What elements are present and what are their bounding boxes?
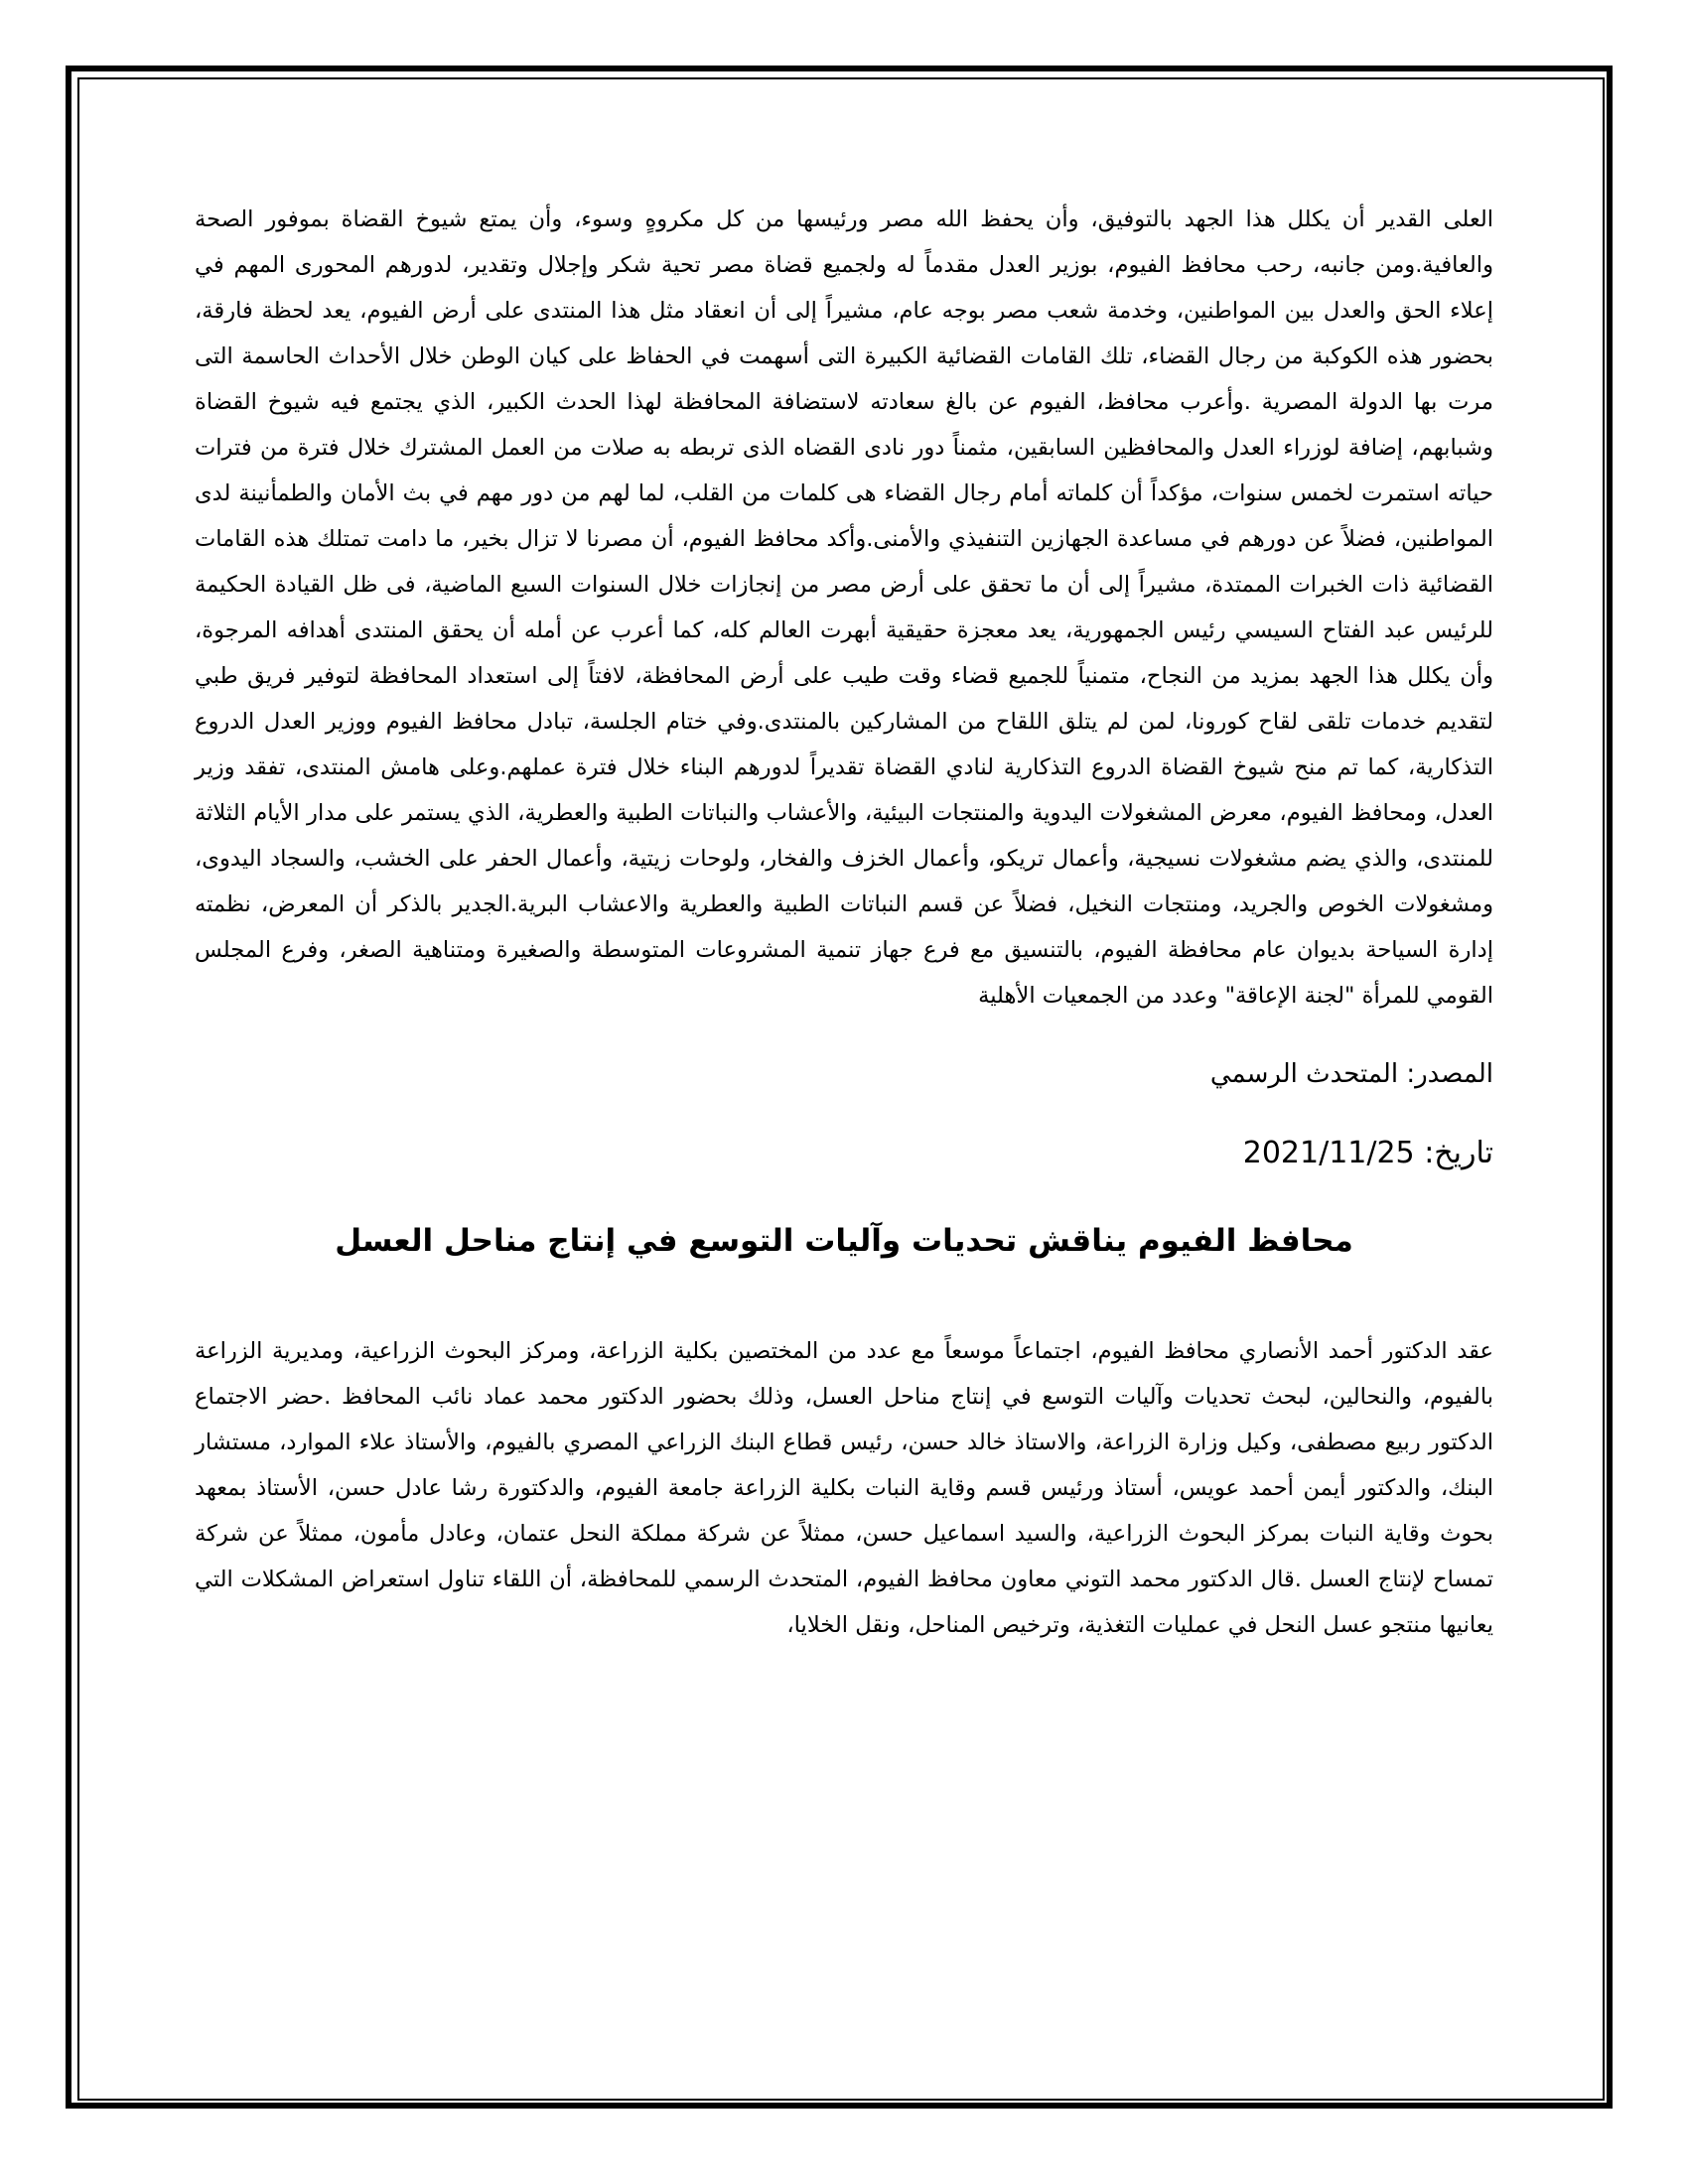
document-body	[195, 197, 1493, 1648]
continued-paragraph: العلى القدير أن يكلل هذا الجهد بالتوفيق، وأن يحفظ الله مصر ورئيسها من كل مكروهٍ وسوء، وأن يمتع شيوخ القضاة بموفور الصحة والعافية.ومن جانبه، رحب محافظ الفيوم، بوزير العدل مقدماً له ولجميع قضاة مصر تحية شكر وإجلال وتقدير، لدورهم المحورى المهم في إعلاء الحق والعدل بين المواطنين، وخدمة شعب مصر بوجه عام، مشيراً إلى أن انعقاد مثل هذا المنتدى على أرض الفيوم، يعد لحظة فارقة، بحضور هذه الكوكبة من رجال القضاء، تلك القامات القضائية الكبيرة التى أسهمت في الحفاظ على كيان الوطن خلال الأحداث الحاسمة التى مرت بها الدولة المصرية .وأعرب محافظ، الفيوم عن بالغ سعادته لاستضافة المحافظة لهذا الحدث الكبير، الذي يجتمع فيه شيوخ القضاة وشبابهم، إضافة لوزراء العدل والمحافظين السابقين، مثمناً دور نادى القضاه الذى تربطه به صلات من العمل المشترك خلال فترة من فترات حياته استمرت لخمس سنوات، مؤكداً أن كلماته أمام رجال القضاء هى كلمات من القلب، لما لهم من دور مهم في بث الأمان والطمأنينة لدى المواطنين، فضلاً عن دورهم في مساعدة الجهازين التنفيذي والأمنى.وأكد محافظ الفيوم، أن مصرنا لا تزال بخير، ما دامت تمتلك هذه القامات القضائية ذات الخبرات الممتدة، مشيراً إلى أن ما تحقق على أرض مصر من إنجازات خلال السنوات السبع الماضية، فى ظل القيادة الحكيمة للرئيس عبد الفتاح السيسي رئيس الجمهورية، يعد معجزة حقيقية أبهرت العالم كله، كما أعرب عن أمله أن يحقق المنتدى أهدافه المرجوة، وأن يكلل هذا الجهد بمزيد من النجاح، متمنياً للجميع قضاء وقت طيب على أرض المحافظة، لافتاً إلى استعداد المحافظة لتوفير فريق طبي لتقديم خدمات تلقى لقاح كورونا، لمن لم يتلق اللقاح من المشاركين بالمنتدى.وفي ختام الجلسة، تبادل محافظ الفيوم ووزير العدل الدروع التذكارية، كما تم منح شيوخ القضاة الدروع التذكارية لنادي القضاة تقديراً لدورهم البناء خلال فترة عملهم.وعلى هامش المنتدى، تفقد وزير العدل، ومحافظ الفيوم، معرض المشغولات اليدوية والمنتجات البيئية، والأعشاب والنباتات الطبية والعطرية، الذي يستمر على مدار الأيام الثلاثة للمنتدى، والذي يضم مشغولات نسيجية، وأعمال تريكو، وأعمال الخزف والفخار، ولوحات زيتية، وأعمال الحفر على الخشب، والسجاد اليدوى، ومشغولات الخوص والجريد، ومنتجات النخيل، فضلاً عن قسم النباتات الطبية والعطرية والاعشاب البرية.الجدير بالذكر أن المعرض، نظمته إدارة السياحة بديوان عام محافظة الفيوم، بالتنسيق مع فرع جهاز تنمية المشروعات المتوسطة والصغيرة ومتناهية الصغر، وفرع المجلس القومي للمرأة "لجنة الإعاقة" وعدد من الجمعيات الأهلية	[195, 206, 1493, 1009]
article-paragraph: عقد الدكتور أحمد الأنصاري محافظ الفيوم، اجتماعاً موسعاً مع عدد من المختصين بكلية الزراعة، ومركز البحوث الزراعية، ومديرية الزراعة بالفيوم، والنحالين، لبحث تحديات وآليات التوسع في إنتاج مناحل العسل، وذلك بحضور الدكتور محمد عماد نائب المحافظ .حضر الاجتماع الدكتور ربيع مصطفى، وكيل وزارة الزراعة، والاستاذ خالد حسن، رئيس قطاع البنك الزراعي المصري بالفيوم، والأستاذ علاء الموارد، مستشار البنك، والدكتور أيمن أحمد عويس، أستاذ ورئيس قسم وقاية النبات بكلية الزراعة جامعة الفيوم، والدكتورة رشا عادل حسن، الأستاذ بمعهد بحوث وقاية النبات بمركز البحوث الزراعية، والسيد اسماعيل حسن، ممثلاً عن شركة مملكة النحل عتمان، وعادل مأمون، ممثلاً عن شركة تمساح لإنتاج العسل .قال الدكتور محمد التوني معاون محافظ الفيوم، المتحدث الرسمي للمحافظة، أن اللقاء تناول استعراض المشكلات التي يعانيها منتجو عسل النحل في عمليات التغذية، وترخيص المناحل، ونقل الخلايا،	[195, 1338, 1493, 1638]
date-line: تاريخ: 2021/11/25	[1242, 1136, 1493, 1170]
source-line: المصدر: المتحدث الرسمي	[1209, 1059, 1493, 1089]
article-title: محافظ الفيوم يناقش تحديات وآليات التوسع في إنتاج مناحل العسل	[335, 1223, 1353, 1259]
